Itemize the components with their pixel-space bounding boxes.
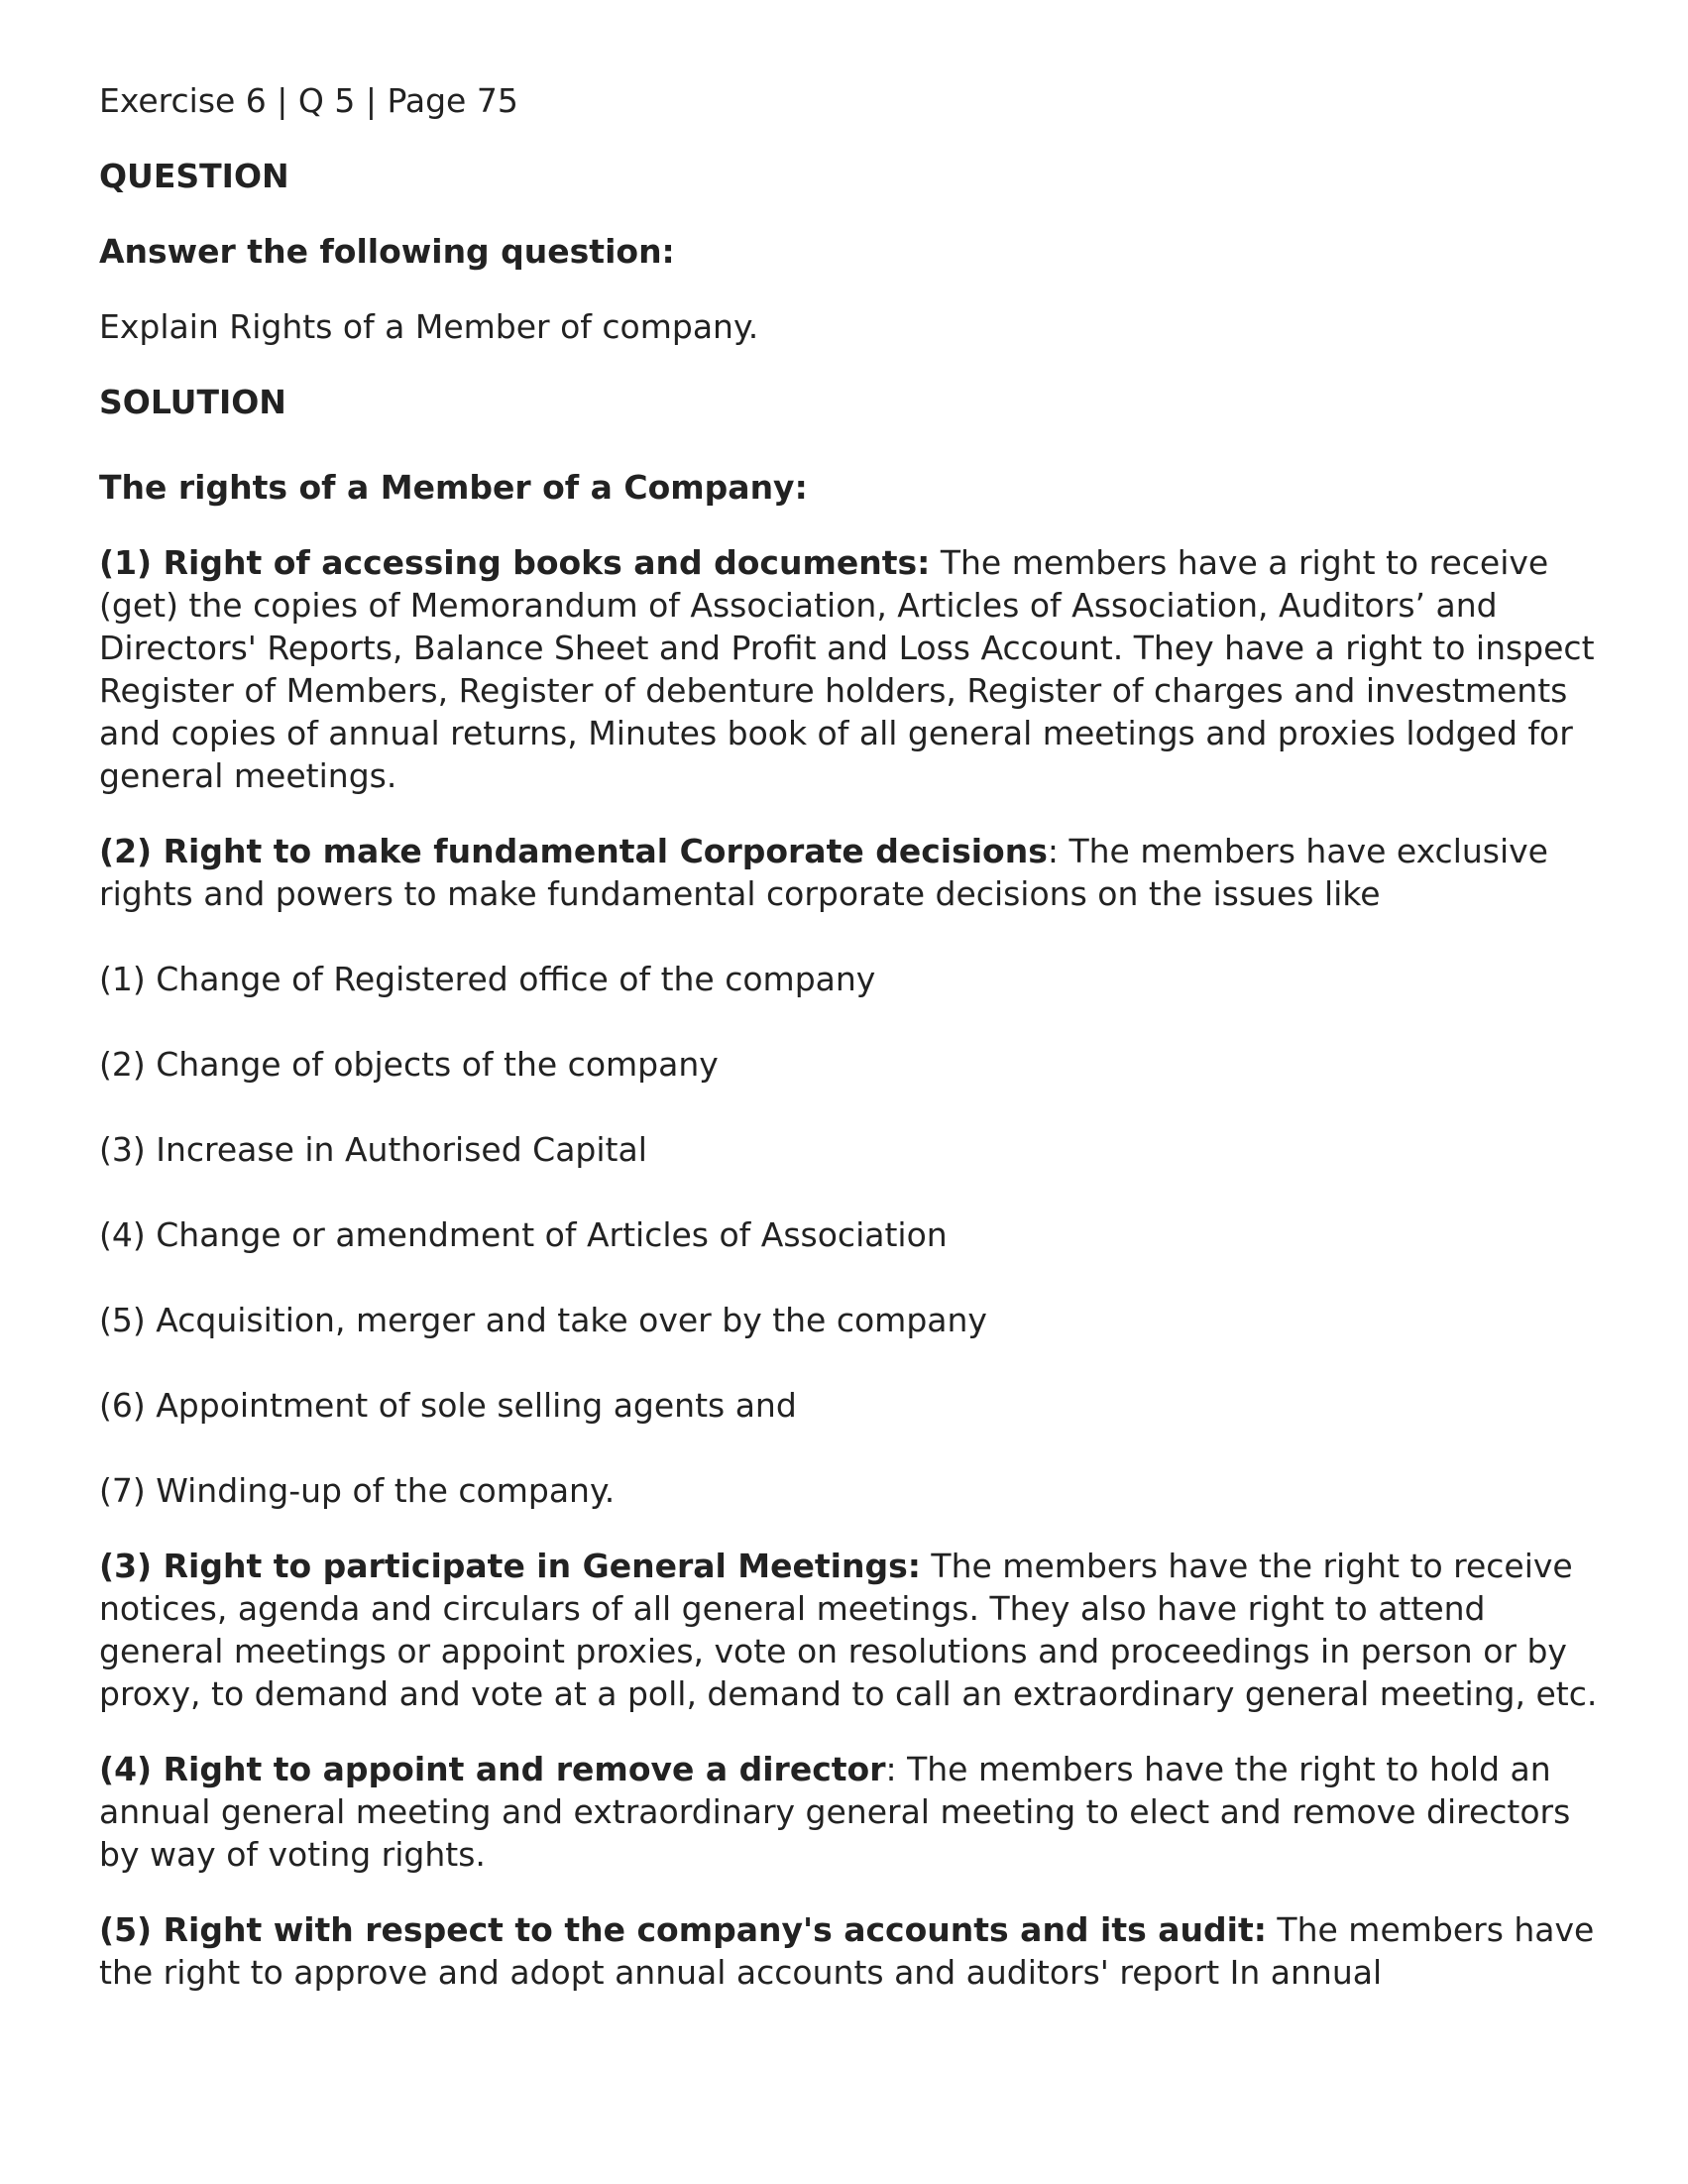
right-text-3: The members have the right to receive notices, agenda and circulars of all general meetings. They also have right to attend general meetings or appoint proxies, vote on resolutions and proceedings in person or by proxy, to demand and vote at a poll, demand to call an extraordinary general meeting, etc. [99,1547,1598,1713]
solution-intro: The rights of a Member of a Company: [99,468,808,507]
right-title-1: (1) Right of accessing books and documents: [99,543,931,582]
right-paragraph-1 [99,541,1606,797]
right-text-1: The members have a right to receive (get) the copies of Memorandum of Association, Articles of Association, Auditors’ and Directors' Reports, Balance Sheet and Profit and Loss Account. They have a right to inspect Register of Members, Register of debenture holders, Register of charges and investments and copies of annual returns, Minutes book of all general meetings and proxies lodged for general meetings. [99,543,1595,795]
decision-item-1: (1) Change of Registered office of the company [99,960,876,998]
solution-heading: SOLUTION [99,383,286,421]
decision-item-3: (3) Increase in Authorised Capital [99,1130,647,1169]
right-paragraph-5 [99,1908,1606,1994]
question-text: Explain Rights of a Member of company. [99,307,759,346]
right-paragraph-3 [99,1545,1606,1715]
right-title-2: (2) Right to make fundamental Corporate decisions [99,832,1048,870]
right-paragraph-2 [99,830,1606,915]
exercise-reference: Exercise 6 | Q 5 | Page 75 [99,81,518,120]
right-paragraph-4 [99,1748,1606,1876]
right-text-2: : The members have exclusive rights and powers to make fundamental corporate decisions on the issues like [99,832,1548,913]
question-heading: QUESTION [99,157,289,195]
right-title-4: (4) Right to appoint and remove a director [99,1750,886,1788]
right-title-3: (3) Right to participate in General Meetings: [99,1547,921,1585]
right-title-5: (5) Right with respect to the company's accounts and its audit: [99,1910,1267,1949]
right-text-5: The members have the right to approve and adopt annual accounts and auditors' report In annual [99,1910,1595,1992]
document-page [99,79,1606,2026]
decision-item-6: (6) Appointment of sole selling agents and [99,1386,797,1425]
decision-item-2: (2) Change of objects of the company [99,1045,719,1084]
decision-item-4: (4) Change or amendment of Articles of Association [99,1215,948,1254]
decision-item-5: (5) Acquisition, merger and take over by the company [99,1301,987,1339]
right-text-4: : The members have the right to hold an annual general meeting and extraordinary general meeting to elect and remove directors by way of voting rights. [99,1750,1571,1874]
decision-item-7: (7) Winding-up of the company. [99,1471,616,1510]
decision-list [99,958,1606,1512]
question-instruction: Answer the following question: [99,232,675,271]
